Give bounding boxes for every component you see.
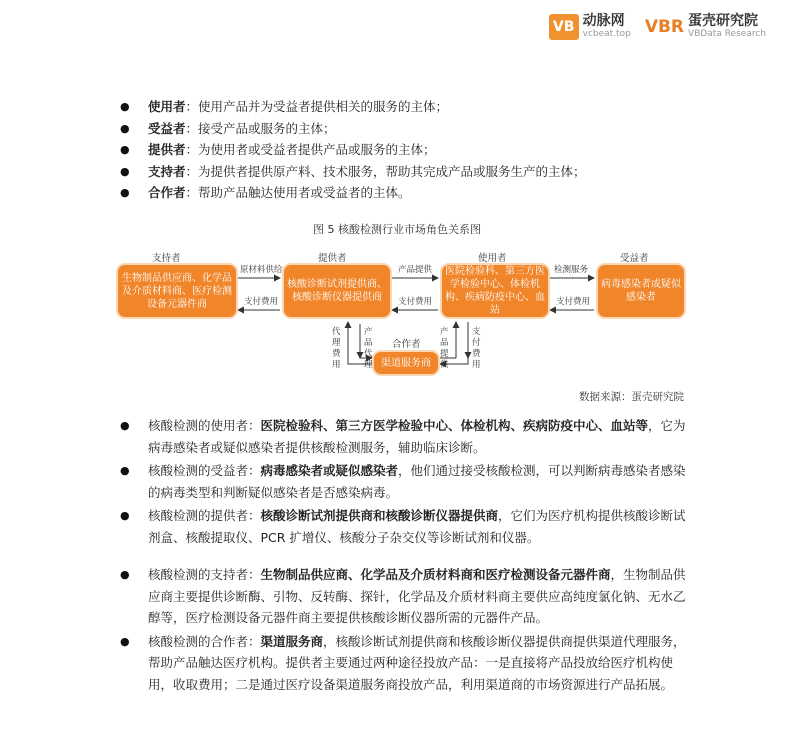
vbr-logo-en: VBData Research (688, 28, 766, 39)
edge-label-prov-to-sup: 支付费用 (244, 297, 279, 307)
edge-label-ben-to-user: 支付费用 (556, 297, 591, 307)
role-supporter: 支持者 (152, 253, 181, 264)
node-beneficiary: 病毒感染者或疑似感染者 (598, 265, 684, 317)
role-partner: 合作者 (392, 339, 421, 350)
edge-label-sup-to-prov: 原材料供给 (240, 265, 283, 275)
definition-item (120, 118, 586, 140)
definition-item (120, 182, 586, 204)
node-supporter: 生物制品供应商、化学品及介质材料商、医疗检测设备元器件商 (118, 265, 236, 317)
vbr-logo-icon: VBR (644, 17, 685, 37)
paragraph-lead: 核酸检测的提供者： (148, 508, 261, 523)
paragraph-rest: ，它为病毒感染者或疑似感染者提供核酸检测服务，辅助临床诊断。 (148, 418, 686, 455)
paragraph-item (120, 631, 690, 696)
paragraph-item (120, 460, 690, 503)
vbr-logo-name: 蛋壳研究院 (688, 13, 759, 30)
paragraph-lead: 核酸检测的受益者： (148, 463, 261, 478)
paragraph-rest: ，他们通过接受核酸检测，可以判断病毒感染者感染的病毒类型和判断疑似感染者是否感染病毒。 (148, 463, 686, 500)
paragraph-lead: 核酸检测的支持者： (148, 567, 261, 582)
edge-label-user-to-prov: 支付费用 (398, 297, 433, 307)
paragraph-lead: 核酸检测的合作者： (148, 633, 261, 649)
paragraph-rest: ，它们为医疗机构提供核酸诊断试剂盒、核酸提取仪、PCR 扩增仪、核酸分子杂交仪等诊断试剂和仪器。 (148, 508, 686, 545)
vbr-logo (645, 14, 766, 40)
paragraph-item (120, 415, 690, 458)
vcbeat-logo-name: 动脉网 (582, 13, 625, 30)
header-logos (549, 14, 766, 40)
edge-label-prov-to-user: 产品提供 (398, 265, 433, 275)
paragraph-list (120, 415, 690, 697)
paragraph-lead: 核酸检测的使用者： (148, 418, 261, 433)
definition-term: 提供者 (148, 142, 186, 157)
paragraph-bold: 生物制品供应商、化学品及介质材料商和医疗检测设备元器件商 (260, 567, 611, 582)
edge-label-product-agent: 产品代理 (364, 327, 373, 370)
role-beneficiary: 受益者 (620, 253, 649, 264)
paragraph-item (120, 505, 690, 548)
definition-desc: ：接受产品或服务的主体； (185, 120, 336, 136)
figure-source: 数据来源：蛋壳研究院 (579, 391, 684, 403)
definition-term: 使用者 (148, 99, 186, 114)
paragraph-bold: 病毒感染者或疑似感染者 (260, 463, 399, 478)
paragraph-rest: ，核酸诊断试剂提供商和核酸诊断仪器提供商提供渠道代理服务，帮助产品触达医疗机构。提供者主要通过两种途径投放产品：一是直接将产品投放给医疗机构使用，收取费用；二是通过医疗设备渠道服务商投放产品，利用渠道商的市场资源进行产品拓展。 (148, 633, 686, 692)
figure-title: 图 5 核酸检测行业市场角色关系图 (313, 223, 481, 236)
vcbeat-logo (549, 14, 631, 40)
paragraph-item (120, 564, 690, 629)
node-user: 医院检验科、第三方医学检验中心、体检机构、疾病防疫中心、血站 (442, 265, 548, 317)
node-provider: 核酸诊断试剂提供商、核酸诊断仪器提供商 (284, 265, 390, 317)
edge-label-partner-product: 产品提供 (440, 327, 449, 370)
definition-term: 支持者 (148, 163, 186, 179)
definition-item (120, 96, 586, 118)
definition-list (120, 96, 586, 204)
vcbeat-logo-icon: VB (549, 14, 579, 40)
definition-desc: ：为使用者或受益者提供产品或服务的主体； (185, 142, 436, 157)
definition-term: 受益者 (148, 120, 186, 136)
role-provider: 提供者 (318, 253, 347, 264)
market-role-diagram (110, 248, 690, 383)
edge-label-partner-pay: 支付费用 (472, 327, 481, 370)
definition-desc: ：帮助产品触达使用者或受益者的主体。 (185, 185, 411, 200)
definition-item (120, 161, 586, 183)
paragraph-bold: 医院检验科、第三方医学检验中心、体检机构、疾病防疫中心、血站等 (260, 418, 649, 433)
paragraph-rest: ，生物制品供应商主要提供诊断酶、引物、反转酶、探针，化学品及介质材料商主要供应高纯度氯化钠、无水乙醇等，医疗检测设备元器件商主要提供核酸诊断仪器所需的元器件产品。 (148, 567, 686, 625)
paragraph-bold: 渠道服务商 (260, 633, 324, 649)
definition-item (120, 139, 586, 161)
definition-desc: ：使用产品并为受益者提供相关的服务的主体； (185, 99, 449, 114)
role-user: 使用者 (478, 253, 507, 264)
node-partner: 渠道服务商 (374, 352, 438, 374)
vcbeat-logo-url: vcbeat.top (582, 28, 631, 39)
paragraph-bold: 核酸诊断试剂提供商和核酸诊断仪器提供商 (260, 508, 499, 523)
definition-desc: ：为提供者提供原产料、技术服务，帮助其完成产品或服务生产的主体； (185, 163, 586, 179)
edge-label-agent-fee: 代理费用 (332, 327, 341, 370)
definition-term: 合作者 (148, 185, 186, 200)
edge-label-user-to-ben: 检测服务 (554, 265, 589, 275)
